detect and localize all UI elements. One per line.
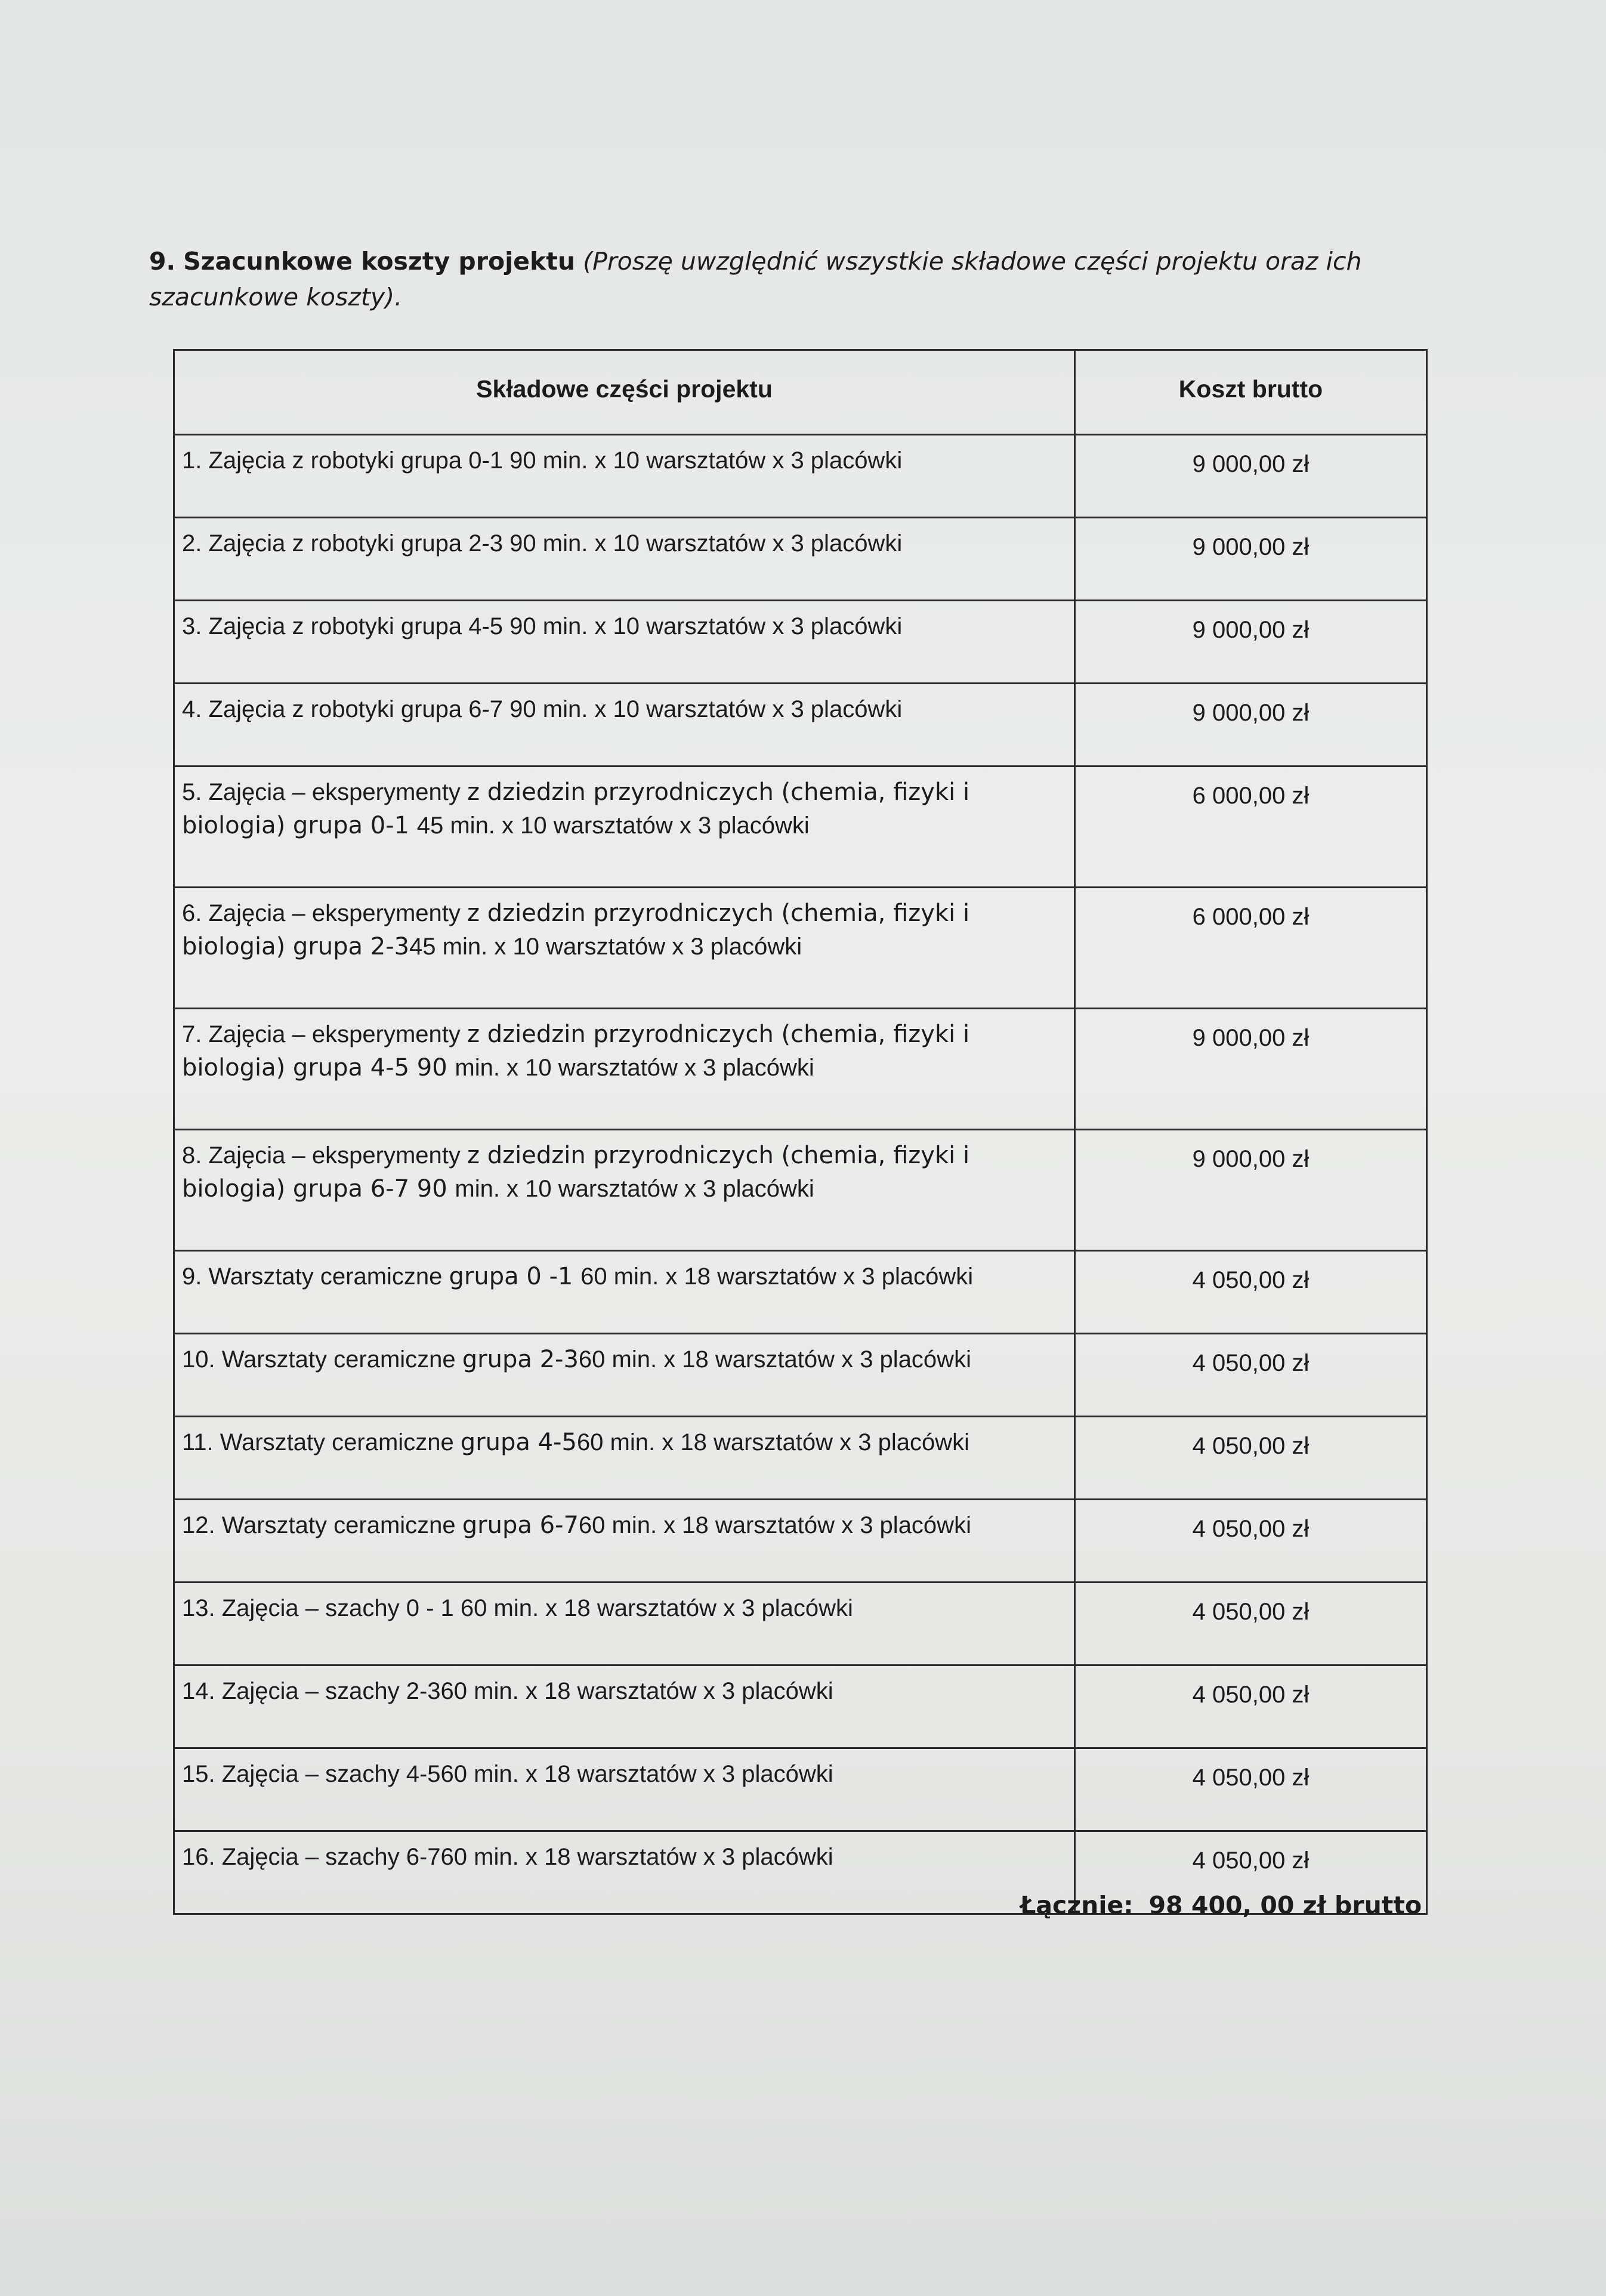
table-row	[174, 1665, 1427, 1748]
row-cost: 4 050,00 zł	[1075, 1417, 1427, 1500]
table-row	[174, 1130, 1427, 1251]
row-text-part: 60 min. x 18 warsztatów x 3 placówki	[578, 1512, 971, 1538]
row-description: 16. Zajęcia – szachy 6-760 min. x 18 warsztatów x 3 placówki	[174, 1831, 1075, 1914]
row-description	[174, 767, 1075, 888]
table-row	[174, 1583, 1427, 1665]
total-value: 98 400, 00 zł brutto	[1148, 1891, 1422, 1920]
row-cost: 6 000,00 zł	[1075, 888, 1427, 1009]
row-description: 1. Zajęcia z robotyki grupa 0-1 90 min. x 10 warsztatów x 3 placówki	[174, 435, 1075, 518]
row-description: 13. Zajęcia – szachy 0 - 1 60 min. x 18 warsztatów x 3 placówki	[174, 1583, 1075, 1665]
row-text-part: z dziedzin przyrodniczych (chemia, fizyki i biologia) grupa 2-3	[182, 900, 970, 960]
section-number: 9.	[149, 247, 176, 276]
table-row	[174, 1251, 1427, 1334]
row-description: 2. Zajęcia z robotyki grupa 2-3 90 min. x 10 warsztatów x 3 placówki	[174, 518, 1075, 601]
section-heading	[149, 243, 1402, 315]
table-row	[174, 1748, 1427, 1831]
row-description	[174, 1334, 1075, 1417]
table-row	[174, 435, 1427, 518]
row-cost: 4 050,00 zł	[1075, 1748, 1427, 1831]
row-description: 4. Zajęcia z robotyki grupa 6-7 90 min. x 10 warsztatów x 3 placówki	[174, 684, 1075, 767]
row-text-part: grupa 6-7	[462, 1512, 579, 1539]
row-cost: 9 000,00 zł	[1075, 518, 1427, 601]
row-cost: 9 000,00 zł	[1075, 1009, 1427, 1130]
row-description	[174, 1417, 1075, 1500]
row-text-part: z dziedzin przyrodniczych (chemia, fizyki i biologia) grupa 0-1	[182, 778, 970, 839]
row-text-part: 7. Zajęcia – eksperymenty	[182, 1021, 467, 1047]
row-description	[174, 1130, 1075, 1251]
section-note: (Proszę uwzględnić wszystkie składowe części projektu oraz ich szacunkowe koszty).	[149, 247, 1362, 311]
row-text-part: 60 min. x 18 warsztatów x 3 placówki	[576, 1429, 969, 1456]
row-text-part: 60 min. x 18 warsztatów x 3 placówki	[578, 1346, 971, 1373]
header-components: Składowe części projektu	[174, 350, 1075, 435]
total-label: Łącznie:	[1020, 1891, 1134, 1920]
table-row	[174, 1417, 1427, 1500]
row-text-part: 60 min. x 18 warsztatów x 3 placówki	[580, 1263, 974, 1290]
row-text-part: 6. Zajęcia – eksperymenty	[182, 900, 467, 926]
row-cost: 9 000,00 zł	[1075, 684, 1427, 767]
row-text-part: 5. Zajęcia – eksperymenty	[182, 779, 467, 805]
header-cost: Koszt brutto	[1075, 350, 1427, 435]
row-text-part: grupa 2-3	[462, 1346, 579, 1373]
table-row	[174, 1334, 1427, 1417]
cost-table	[173, 349, 1428, 1915]
row-description	[174, 1009, 1075, 1130]
section-title: Szacunkowe koszty projektu	[183, 247, 576, 276]
row-text-part: 9. Warsztaty ceramiczne	[182, 1263, 449, 1290]
row-description: 15. Zajęcia – szachy 4-560 min. x 18 warsztatów x 3 placówki	[174, 1748, 1075, 1831]
row-description: 14. Zajęcia – szachy 2-360 min. x 18 warsztatów x 3 placówki	[174, 1665, 1075, 1748]
table-row	[174, 684, 1427, 767]
row-cost: 4 050,00 zł	[1075, 1251, 1427, 1334]
row-cost: 4 050,00 zł	[1075, 1665, 1427, 1748]
row-cost: 4 050,00 zł	[1075, 1334, 1427, 1417]
table-row	[174, 518, 1427, 601]
row-cost: 4 050,00 zł	[1075, 1831, 1427, 1914]
row-cost: 9 000,00 zł	[1075, 1130, 1427, 1251]
row-text-part: min. x 10 warsztatów x 3 placówki	[455, 1055, 814, 1081]
row-text-part: grupa 0 -1	[449, 1263, 581, 1290]
row-text-part: 10. Warsztaty ceramiczne	[182, 1346, 462, 1373]
total-summary	[1020, 1891, 1422, 1920]
table-row	[174, 1500, 1427, 1583]
row-cost: 9 000,00 zł	[1075, 601, 1427, 684]
table-row	[174, 601, 1427, 684]
row-description	[174, 888, 1075, 1009]
row-text-part: min. x 10 warsztatów x 3 placówki	[455, 1176, 814, 1202]
table-header-row	[174, 350, 1427, 435]
row-description	[174, 1251, 1075, 1334]
row-text-part: 11. Warsztaty ceramiczne	[182, 1429, 461, 1456]
row-text-part: 12. Warsztaty ceramiczne	[182, 1512, 462, 1538]
row-text-part: 45 min. x 10 warsztatów x 3 placówki	[416, 812, 810, 839]
row-cost: 9 000,00 zł	[1075, 435, 1427, 518]
row-text-part: 8. Zajęcia – eksperymenty	[182, 1142, 467, 1169]
row-cost: 4 050,00 zł	[1075, 1583, 1427, 1665]
row-text-part: 45 min. x 10 warsztatów x 3 placówki	[409, 934, 802, 960]
table-row	[174, 767, 1427, 888]
row-cost: 6 000,00 zł	[1075, 767, 1427, 888]
table-row	[174, 888, 1427, 1009]
row-description	[174, 1500, 1075, 1583]
row-text-part: z dziedzin przyrodniczych (chemia, fizyki i biologia) grupa 4-5 90	[182, 1021, 970, 1081]
table-row	[174, 1009, 1427, 1130]
row-description: 3. Zajęcia z robotyki grupa 4-5 90 min. x 10 warsztatów x 3 placówki	[174, 601, 1075, 684]
row-text-part: z dziedzin przyrodniczych (chemia, fizyki i biologia) grupa 6-7 90	[182, 1142, 970, 1203]
row-text-part: grupa 4-5	[460, 1429, 577, 1456]
row-cost: 4 050,00 zł	[1075, 1500, 1427, 1583]
